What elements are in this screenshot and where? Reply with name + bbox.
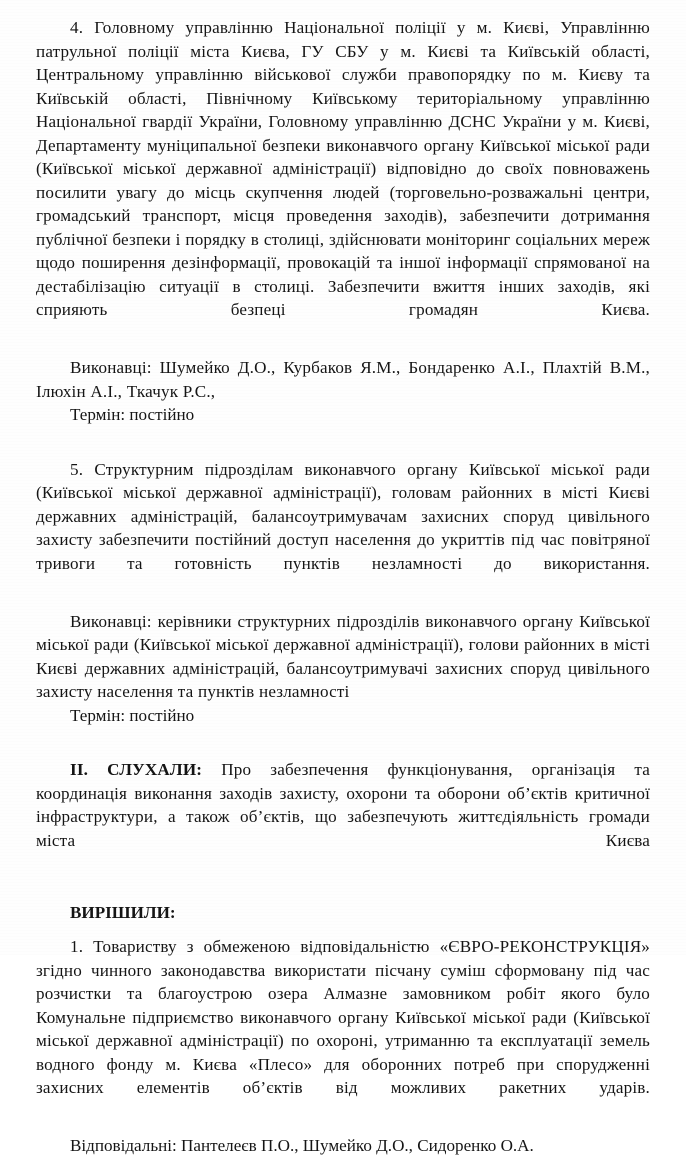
spacer-after-resolved: [36, 924, 650, 935]
term-item-5: Термін: постійно: [70, 705, 195, 725]
performers-item-5: Виконавці: керівники структурних підрозділів виконавчого органу Київської міської ради (Київської міської державної адміністрації), голови районних в місті Києві державних адміністрацій, балансоутримувачі захисних споруд цивільного захисту населення та пунктів незламності: [36, 611, 650, 701]
spacer-after-item-4: [36, 345, 650, 356]
paragraph-item-5: 5. Структурним підрозділам виконавчого органу Київської міської ради (Київської міської державної адміністрації), головам районних в місті Києві державних адміністрацій, балансоутримувачам захисних споруд цивільного захисту забезпечити постійний доступ населення до укриттів під час повітряної тривоги та готовність пунктів незламності до використання.: [36, 459, 650, 573]
spacer-before-responsible: [36, 1123, 650, 1134]
responsible-resolution-1: Відповідальні: Пантелеєв П.О., Шумейко Д.О., Сидоренко О.А.: [70, 1136, 534, 1155]
spacer-before-section-ii: [36, 727, 650, 758]
paragraph-section-ii: [36, 758, 650, 876]
document-text-column: [36, 0, 650, 1158]
term-item-4: Термін: постійно: [70, 405, 195, 424]
spacer-after-item-5: [36, 599, 650, 610]
top-spacer: [36, 0, 650, 16]
paragraph-resolution-1: 1. Товариству з обмеженою відповідальністю «ЄВРО-РЕКОНСТРУКЦІЯ» згідно чинного законодавства використати пісчану суміш сформовану під час розчистки та благоустрою озера Алмазне замовником робіт якого було Комунальне підприємство виконавчого органу Київської міської ради (Київської міської державної адміністрації) по охороні, утриманню та експлуатації земель водного фонду м. Києва «Плесо» для оборонних потреб при спорудженні захисних елементів об’єктів від можливих ракетних ударів.: [36, 937, 650, 1097]
section-ii-body: Про забезпечення функціонування, організація та координація виконання заходів захисту, охорони та оборони об’єктів критичної інфраструктури, а також об’єктів, що забезпечують життєдіяльність громади міста Києва: [36, 760, 650, 850]
spacer-before-resolved: [36, 876, 650, 901]
resolved-heading: ВИРІШИЛИ:: [70, 902, 176, 922]
paragraph-item-4: 4. Головному управлінню Національної поліції у м. Києві, Управлінню патрульної поліції міста Києва, ГУ СБУ у м. Києві та Київській області, Центральному управлінню військової служби правопорядку по м. Києву та Київській області, Північному Київському територіальному управлінню Національної гвардії України, Головному управлінню ДСНС України у м. Києві, Департаменту муніципальної безпеки виконавчого органу Київської міської ради (Київської міської державної адміністрації) відповідно до своїх повноважень посилити увагу до місць скупчення людей (торговельно-розважальні центри, громадський транспорт, місця проведення заходів), забезпечити дотримання публічної безпеки і порядку в столиці, здійснювати моніторинг соціальних мереж щодо поширення дезінформації, провокацій та іншої інформації спрямованої на дестабілізацію ситуації в столиці. Забезпечити вжиття інших заходів, які сприяють безпеці громадян Києва.: [36, 18, 650, 319]
performers-item-4: Виконавці: Шумейко Д.О., Курбаков Я.М., Бондаренко А.І., Плахтій В.М., Ілюхін А.І., Ткачук Р.С.,: [36, 358, 650, 401]
section-ii-heading: II. СЛУХАЛИ:: [70, 760, 203, 779]
spacer-before-item-5: [36, 427, 650, 458]
